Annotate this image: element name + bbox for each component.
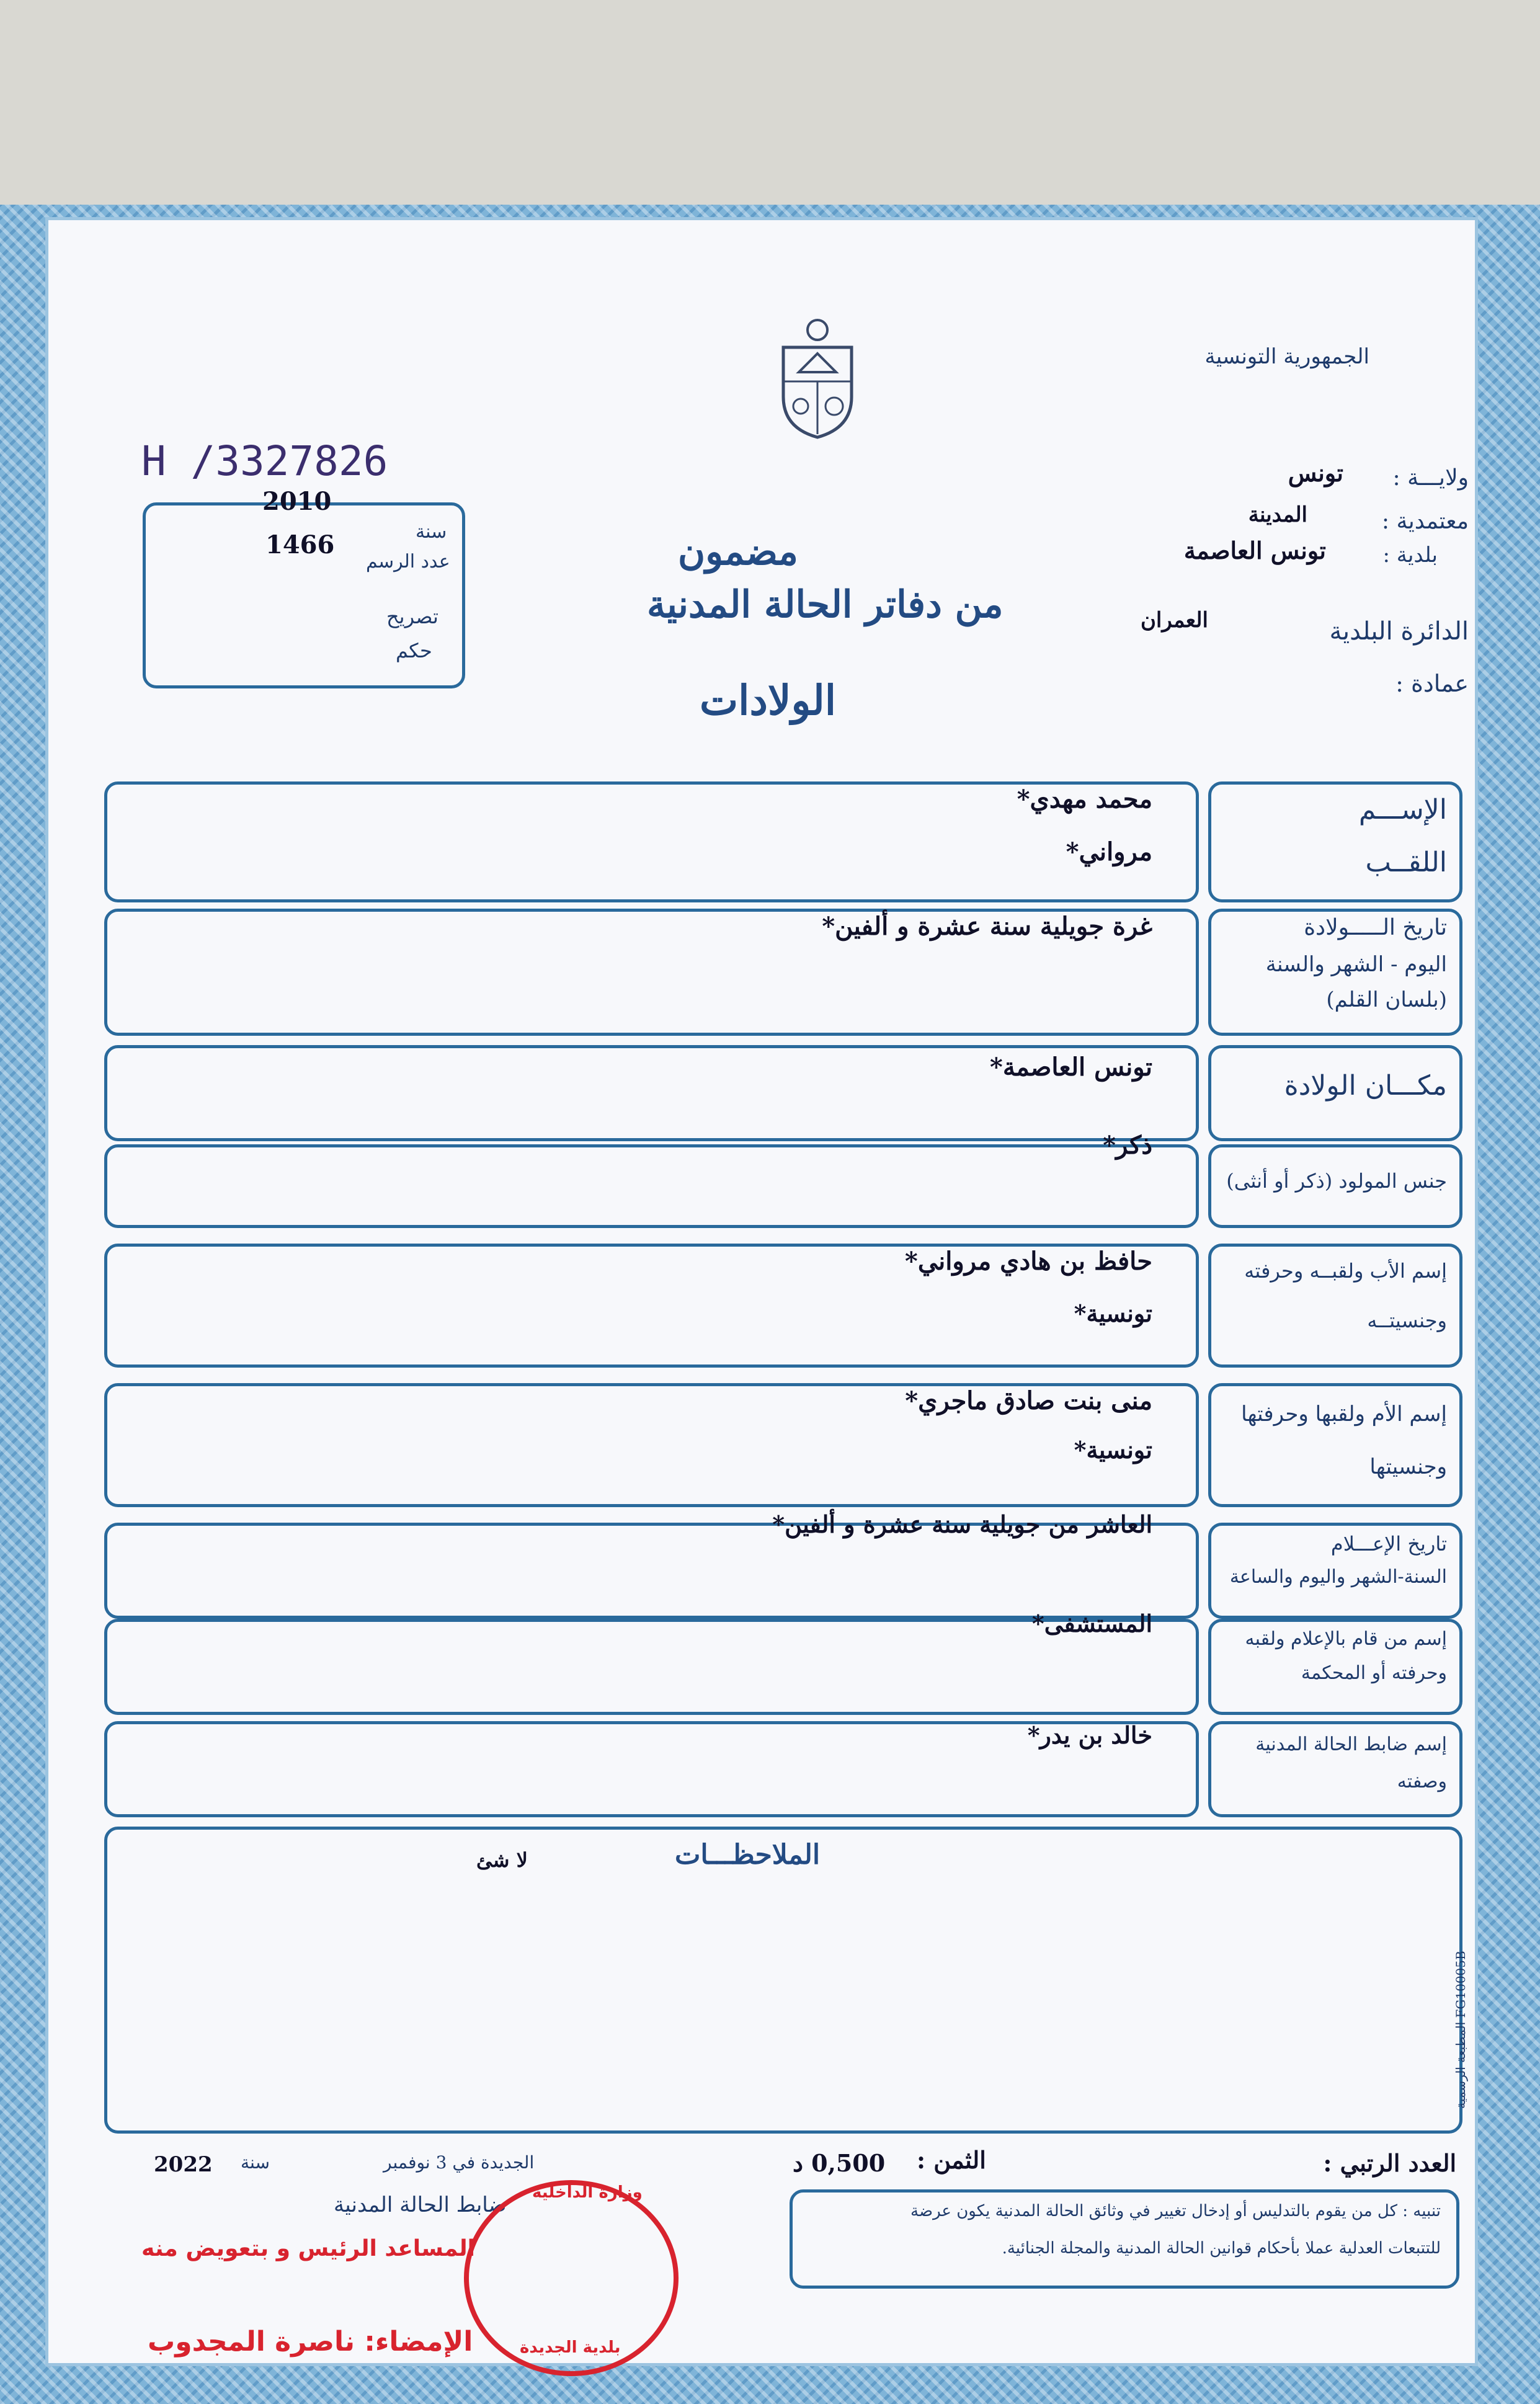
coat-of-arms-emblem (771, 316, 864, 440)
issue-year-label: سنة (241, 2152, 270, 2173)
municipality-value: تونس العاصمة (1183, 536, 1326, 564)
registry-declaration-label: تصريح (386, 605, 438, 628)
registry-act-number-value: 1466 (265, 530, 335, 559)
serial-number: H /3327826 (141, 437, 388, 485)
delegation-value: المدينة (1248, 502, 1307, 527)
issue-year-value: 2022 (154, 2152, 213, 2177)
birth-date-label-3: (بلسان القلم) (1326, 987, 1447, 1012)
document-paper (48, 220, 1475, 2363)
state-value: تونس (1288, 459, 1343, 487)
father-nationality-value: تونسية* (1074, 1299, 1152, 1327)
name-value: محمد مهدي* (1017, 785, 1152, 814)
mother-label-1: إسم الأم ولقبها وحرفتها (1241, 1402, 1447, 1427)
printer-mark: المطبعة الرسمية FG10005B (1453, 1951, 1468, 2109)
officer-value: خالد بن يدر* (1027, 1721, 1152, 1749)
mother-name-value: منى بنت صادق ماجري* (905, 1386, 1152, 1415)
state-label: ولايـــة : (1392, 465, 1469, 491)
declaration-date-label-1: تاريخ الإعـــلام (1330, 1532, 1447, 1556)
remarks-value: لا شئ (476, 1848, 528, 1872)
officer-label-1: إسم ضابط الحالة المدنية (1255, 1734, 1447, 1755)
declaration-date-value: العاشر من جويلية سنة عشرة و ألفين* (772, 1510, 1152, 1538)
birth-place-label: مكـــان الولادة (1284, 1070, 1447, 1102)
registry-act-number-label: عدد الرسم (366, 551, 450, 572)
serial-number-label: العدد الرتبي : (1323, 2149, 1456, 2177)
birth-place-value: تونس العاصمة* (989, 1053, 1152, 1082)
delegation-label: معتمدية : (1381, 509, 1469, 534)
title-line3: الولادات (700, 676, 837, 724)
birth-date-label-1: تاريخ الـــــولادة (1304, 915, 1447, 940)
surname-label: اللقــب (1365, 847, 1447, 878)
stamp-line-1: المساعد الرئيس و بتعويض منه (141, 2236, 475, 2261)
father-name-value: حافظ بن هادي مرواني* (904, 1247, 1152, 1276)
remarks-label: الملاحظـــات (675, 1839, 821, 1871)
mother-nationality-value: تونسية* (1074, 1436, 1152, 1464)
surname-value: مرواني* (1066, 837, 1152, 866)
republic-heading: الجمهورية التونسية (1204, 344, 1369, 369)
warning-line-1: تنبيه : كل من يقوم بالتدليس أو إدخال تغيير في وثائق الحالة المدنية يكون عرضة (910, 2202, 1441, 2220)
title-line1: مضمون (678, 530, 798, 574)
municipality-label: بلدية : (1382, 543, 1438, 568)
father-label-1: إسم الأب ولقبــه وحرفته (1244, 1259, 1447, 1283)
officer-label-2: وصفته (1397, 1771, 1447, 1792)
stamp-ring-bottom: بلدية الجديدة (520, 2338, 621, 2357)
birth-date-label-2: اليوم - الشهر والسنة (1265, 952, 1447, 977)
name-label: الإســـم (1358, 794, 1447, 826)
stamp-line-2: الإمضاء: ناصرة المجدوب (148, 2326, 473, 2357)
warning-line-2: للتتبعات العدلية عملا بأحكام قوانين الحالة المدنية والمجلة الجنائية. (1002, 2239, 1441, 2258)
sex-label: جنس المولود (ذكر أو أنثى) (1226, 1169, 1447, 1193)
birth-date-value: غرة جويلية سنة عشرة و ألفين* (822, 912, 1152, 941)
sex-value: ذكر* (1103, 1131, 1152, 1160)
declarer-label-1: إسم من قام بالإعلام ولقبه (1245, 1628, 1447, 1650)
registry-year-value: 2010 (262, 487, 332, 516)
price-label: الثمن : (917, 2146, 986, 2174)
sex-value-box (104, 1144, 1199, 1228)
remarks-box (104, 1827, 1462, 2134)
district-label: الدائرة البلدية (1329, 617, 1469, 646)
declarer-value: المستشفى* (1031, 1609, 1152, 1637)
omada-label: عمادة : (1395, 670, 1469, 697)
officer-title: ضابط الحالة المدنية (334, 2193, 507, 2217)
price-value: 0,500 د (793, 2149, 886, 2177)
district-value: العمران (1140, 608, 1208, 633)
title-line2: من دفاتر الحالة المدنية (647, 583, 1004, 626)
mother-label-2: وجنسيتها (1369, 1454, 1447, 1479)
declaration-date-label-2: السنة-الشهر واليوم والساعة (1229, 1566, 1447, 1588)
stamp-ring-top: وزارة الداخلية (532, 2183, 643, 2202)
father-label-2: وجنسيتــه (1367, 1309, 1447, 1332)
registry-judgment-label: حكم (396, 639, 432, 662)
declarer-label-2: وحرفته أو المحكمة (1301, 1662, 1447, 1684)
issue-place-date: الجديدة في 3 نوفمبر (383, 2152, 535, 2173)
registry-year-label: سنة (416, 521, 447, 543)
